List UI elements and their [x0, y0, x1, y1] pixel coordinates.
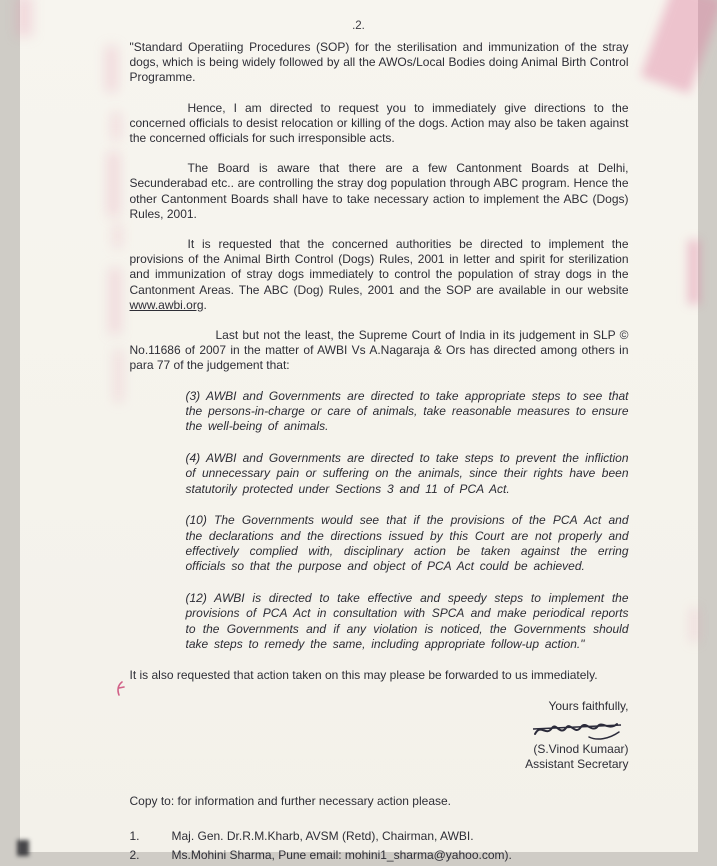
- copy-to-item: [130, 829, 629, 844]
- signatory-name: (S.Vinod Kumaar): [533, 741, 629, 756]
- judgement-quote-10: (10) The Governments would see that if the provisions of the PCA Act and the declarations and the directions issued by this Court are not properly and effectively complied with, disciplinary action be taken against the erring officials so that the purpose and object of PCA Act could be achieved.: [185, 513, 629, 574]
- copy-to-section: [130, 794, 629, 863]
- paragraph-cantonment-boards: The Board is aware that there are a few Cantonment Boards at Delhi, Secunderabad etc.. are controlling the stray dog population through ABC program. Hence the other Cantonment Boards shall have to take necessary action to implement the ABC (Dogs) Rules, 2001.: [129, 161, 629, 221]
- judgement-quote-4: (4) AWBI and Governments are directed to take steps to prevent the infliction of unnecessary pain or suffering on the animals, since their rights have been statutorily protected under Sections 3 and 11 of PCA Act.: [185, 450, 629, 496]
- paragraph-abc-rules-end: .: [203, 297, 207, 312]
- scan-artifact: [114, 224, 121, 248]
- paragraph-abc-rules: [130, 237, 629, 313]
- copy-to-item-number: 1.: [129, 829, 140, 844]
- valediction: Yours faithfully,: [548, 698, 629, 713]
- copy-to-item: [130, 848, 629, 863]
- closing-request: It is also requested that action taken on this may please be forwarded to us immediately.: [129, 668, 598, 683]
- scan-artifact: [108, 152, 119, 216]
- copy-to-item-number: 2.: [129, 847, 140, 862]
- copy-to-item-text: Ms.Mohini Sharma, Pune email: mohini1_sharma@yahoo.com).: [171, 847, 512, 862]
- scan-artifact: [110, 268, 120, 334]
- paragraph-supreme-court: Last but not the least, the Supreme Court of India in its judgement in SLP © No.11686 of 2007 in the matter of AWBI Vs A.Nagaraja & Ors has directed among others in para 77 of the judgement that:: [129, 328, 629, 373]
- scan-artifact: [115, 350, 122, 402]
- website-link: www.awbi.org: [129, 297, 204, 312]
- paragraph-sop: "Standard Operatiing Procedures (SOP) for the sterilisation and immunization of the stray dogs, which is being widely followed by all the AWOs/Local Bodies doing Animal Birth Control Programme.: [129, 40, 629, 85]
- copy-to-label: Copy to: for information and further necessary action please.: [129, 794, 452, 809]
- scanned-letter-page: [20, 0, 698, 862]
- scan-artifact: [17, 840, 29, 856]
- letter-body: [130, 40, 629, 866]
- judgement-quote-12: (12) AWBI is directed to take effective and speedy steps to implement the provisions of PCA Act in consultation with SPCA and make periodical reports to the Governments and if any violation is noticed, the Governments should take steps to remedy the same, including appropriate follow-up action.": [185, 590, 629, 651]
- page-number: .2.: [352, 20, 365, 32]
- signature-block: [130, 699, 629, 773]
- handwritten-signature: [531, 716, 623, 742]
- scan-artifact: [106, 46, 117, 92]
- scan-artifact: [112, 112, 120, 140]
- pen-mark: [112, 680, 128, 698]
- paragraph-directions-request: Hence, I am directed to request you to immediately give directions to the concerned officials to desist relocation or killing of the dogs. Action may also be taken against the concerned officials for such irresponsible acts.: [129, 100, 629, 146]
- signatory-title: Assistant Secretary: [525, 756, 629, 771]
- scan-artifact: [640, 0, 717, 94]
- paragraph-abc-rules-text: It is requested that the concerned authorities be directed to implement the provisions of the Animal Birth Control (Dogs) Rules, 2001 in letter and spirit for sterilization and immunization of stray dogs immediately to control the population of stray dogs in the Cantonment Areas. The ABC (Dog) Rules, 2001 and the SOP are available in our website: [129, 237, 629, 297]
- judgement-quote-3: (3) AWBI and Governments are directed to take appropriate steps to see that the persons-in-charge or care of animals, take reasonable measures to ensure the well-being of animals.: [185, 388, 629, 434]
- scan-artifact: [688, 240, 700, 304]
- scan-artifact: [691, 608, 698, 642]
- copy-to-item-text: Maj. Gen. Dr.R.M.Kharb, AVSM (Retd), Chairman, AWBI.: [171, 829, 474, 844]
